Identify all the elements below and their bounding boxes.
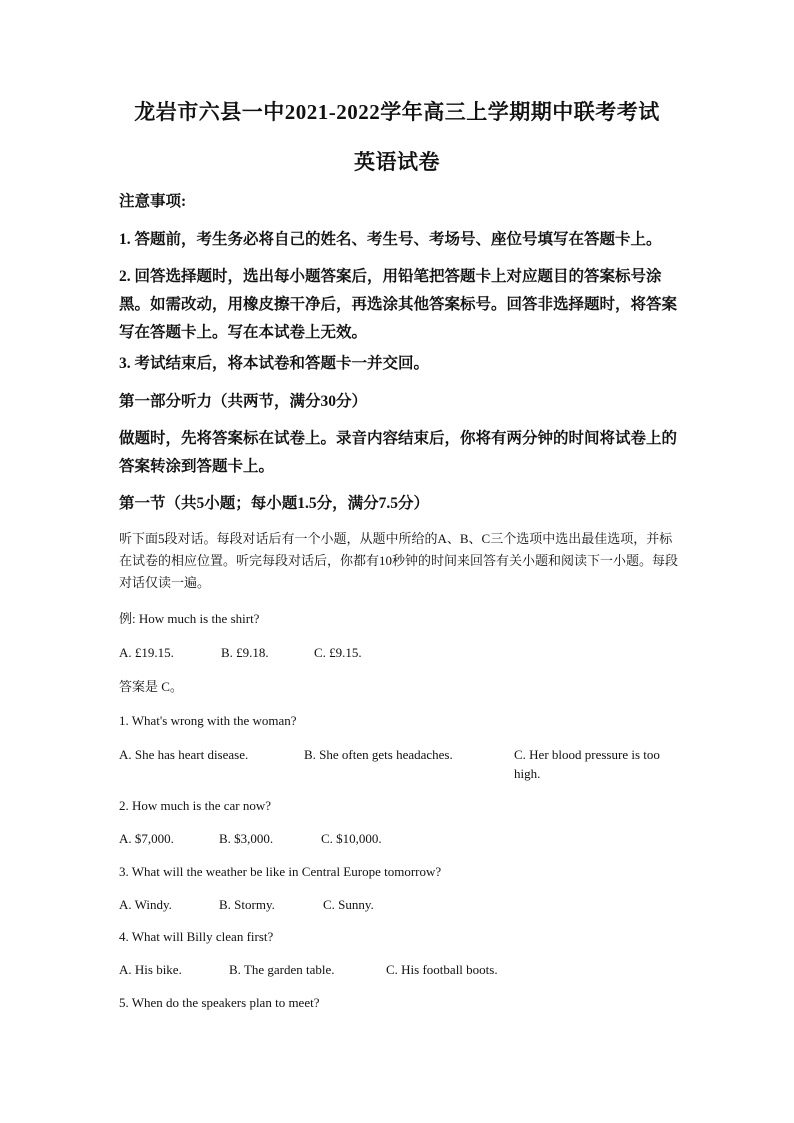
question-1: 1. What's wrong with the woman?: [119, 713, 297, 728]
part1-instruction: 做题时，先将答案标在试卷上。录音内容结束后，你将有两分钟的时间将试卷上的答案转涂到答题卡上。: [119, 430, 678, 475]
q2-option-c: C. $10,000.: [321, 831, 382, 846]
part1-heading: 第一部分听力（共两节，满分30分）: [119, 393, 368, 410]
example-question: 例: How much is the shirt?: [119, 611, 260, 626]
question-2: 2. How much is the car now?: [119, 798, 271, 813]
q1-option-b: B. She often gets headaches.: [304, 747, 453, 762]
question-3-options: [119, 895, 679, 915]
q3-option-b: B. Stormy.: [219, 897, 275, 912]
q3-option-c: C. Sunny.: [323, 897, 374, 912]
q1-option-a: A. She has heart disease.: [119, 747, 249, 762]
question-2-options: [119, 829, 679, 849]
q3-option-a: A. Windy.: [119, 897, 172, 912]
question-5: 5. When do the speakers plan to meet?: [119, 995, 320, 1010]
note-item-3: 3. 考试结束后，将本试卷和答题卡一并交回。: [119, 355, 430, 372]
section1-instruction: 听下面5段对话。每段对话后有一个小题，从题中所给的A、B、C三个选项中选出最佳选项，并标在试卷的相应位置。听完每段对话后，你都有10秒钟的时间来回答有关小题和阅读下一小题。每段对话仅读一遍。: [119, 531, 679, 590]
q1-option-c: C. Her blood pressure is too high.: [514, 747, 660, 781]
q4-option-a: A. His bike.: [119, 962, 182, 977]
question-3: 3. What will the weather be like in Central Europe tomorrow?: [119, 864, 442, 879]
example-options: [119, 643, 679, 663]
q4-option-c: C. His football boots.: [386, 962, 498, 977]
example-option-b: B. £9.18.: [221, 645, 269, 660]
example-answer: 答案是 C。: [119, 679, 183, 694]
example-option-a: A. £19.15.: [119, 645, 174, 660]
question-4: 4. What will Billy clean first?: [119, 929, 274, 944]
example-option-c: C. £9.15.: [314, 645, 362, 660]
section1-heading: 第一节（共5小题；每小题1.5分，满分7.5分）: [119, 495, 430, 512]
exam-subtitle: 英语试卷: [354, 150, 440, 174]
q4-option-b: B. The garden table.: [229, 962, 335, 977]
note-item-1: 1. 答题前，考生务必将自己的姓名、考生号、考场号、座位号填写在答题卡上。: [119, 231, 662, 248]
q2-option-b: B. $3,000.: [219, 831, 274, 846]
question-4-options: [119, 960, 679, 980]
note-item-2: 2. 回答选择题时，选出每小题答案后，用铅笔把答题卡上对应题目的答案标号涂黑。如需改动，用橡皮擦干净后，再选涂其他答案标号。回答非选择题时，将答案写在答题卡上。写在本试卷上无效。: [119, 268, 678, 341]
question-1-options: [119, 745, 679, 785]
notes-heading: 注意事项:: [119, 193, 187, 210]
exam-title: 龙岩市六县一中2021-2022学年高三上学期期中联考考试: [134, 100, 660, 124]
q2-option-a: A. $7,000.: [119, 831, 174, 846]
